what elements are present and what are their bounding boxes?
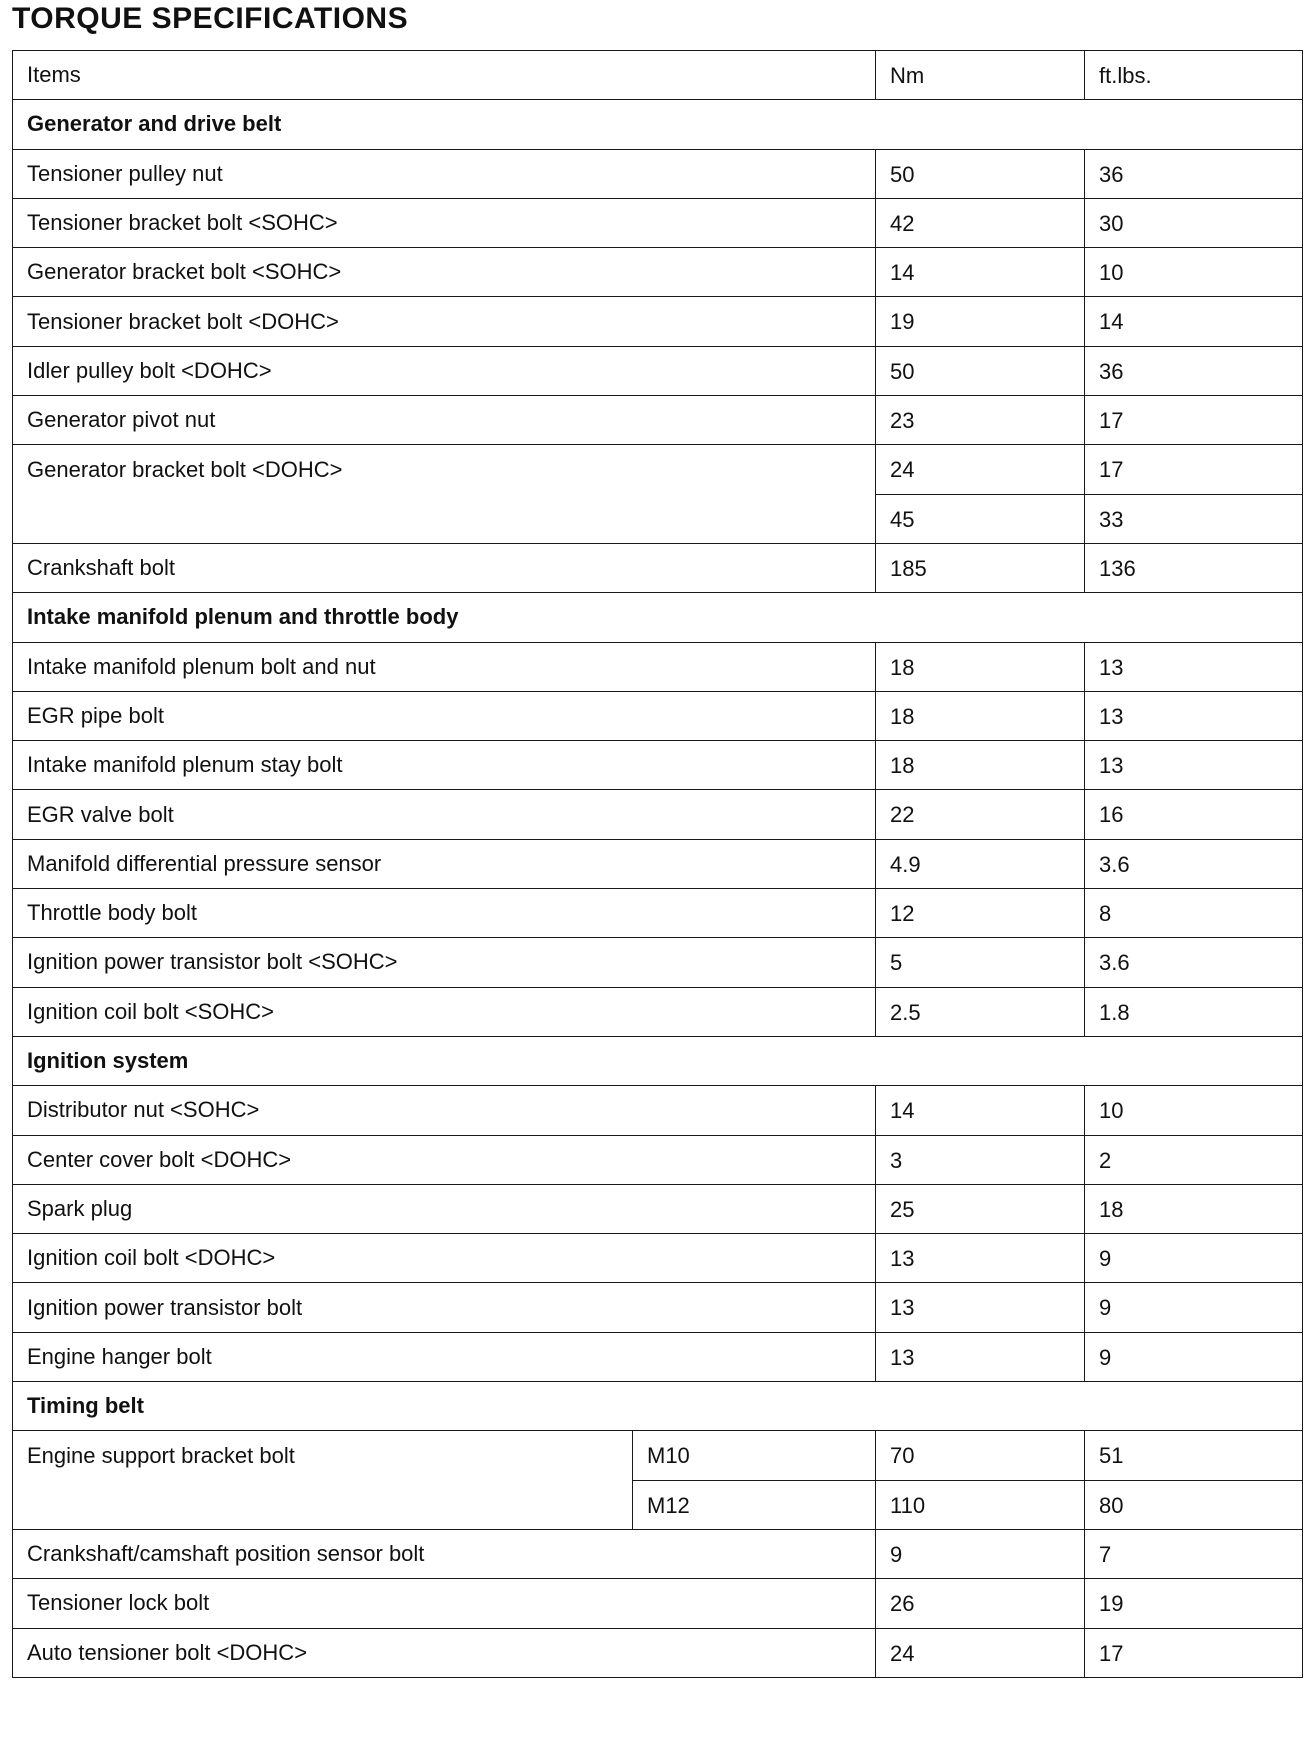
nm-cell: 110 [876,1480,1085,1529]
table-row [13,297,1303,346]
item-cell: Tensioner pulley nut [13,149,876,198]
table-row [13,248,1303,297]
item-cell: Ignition power transistor bolt <SOHC> [13,938,876,987]
table-header-row [13,51,1303,100]
section-title: Timing belt [13,1382,1303,1431]
table-row [13,987,1303,1036]
nm-cell: 25 [876,1184,1085,1233]
nm-cell: 3 [876,1135,1085,1184]
ftlbs-cell: 36 [1085,346,1303,395]
nm-cell: 26 [876,1579,1085,1628]
header-items: Items [13,51,876,100]
ftlbs-cell: 3.6 [1085,938,1303,987]
size-cell: M10 [633,1431,876,1480]
nm-cell: 14 [876,248,1085,297]
item-cell: Intake manifold plenum stay bolt [13,741,876,790]
item-cell: Throttle body bolt [13,889,876,938]
table-row [13,1431,1303,1480]
section-row [13,1036,1303,1085]
table-row [13,396,1303,445]
nm-cell: 42 [876,198,1085,247]
nm-cell: 45 [876,494,1085,543]
item-cell: Generator bracket bolt <DOHC> [13,445,876,544]
section-row [13,1382,1303,1431]
header-ftlbs: ft.lbs. [1085,51,1303,100]
table-row [13,1529,1303,1578]
nm-cell: 5 [876,938,1085,987]
item-cell: Ignition coil bolt <DOHC> [13,1234,876,1283]
nm-cell: 13 [876,1234,1085,1283]
table-row [13,691,1303,740]
ftlbs-cell: 3.6 [1085,839,1303,888]
ftlbs-cell: 10 [1085,248,1303,297]
item-cell: Idler pulley bolt <DOHC> [13,346,876,395]
section-title: Intake manifold plenum and throttle body [13,593,1303,642]
ftlbs-cell: 17 [1085,1628,1303,1677]
nm-cell: 2.5 [876,987,1085,1036]
item-cell: Crankshaft bolt [13,543,876,592]
ftlbs-cell: 33 [1085,494,1303,543]
item-cell: Engine hanger bolt [13,1332,876,1381]
nm-cell: 13 [876,1332,1085,1381]
item-cell: Ignition power transistor bolt [13,1283,876,1332]
ftlbs-cell: 17 [1085,396,1303,445]
table-row [13,1579,1303,1628]
table-row [13,1628,1303,1677]
nm-cell: 18 [876,691,1085,740]
table-row [13,839,1303,888]
table-row [13,149,1303,198]
item-cell: EGR pipe bolt [13,691,876,740]
table-row [13,445,1303,494]
ftlbs-cell: 13 [1085,642,1303,691]
torque-spec-table [12,50,1303,1678]
item-cell: Center cover bolt <DOHC> [13,1135,876,1184]
ftlbs-cell: 136 [1085,543,1303,592]
item-cell: Manifold differential pressure sensor [13,839,876,888]
ftlbs-cell: 51 [1085,1431,1303,1480]
nm-cell: 24 [876,1628,1085,1677]
table-row [13,889,1303,938]
nm-cell: 18 [876,741,1085,790]
ftlbs-cell: 8 [1085,889,1303,938]
item-cell: EGR valve bolt [13,790,876,839]
nm-cell: 70 [876,1431,1085,1480]
item-cell: Generator pivot nut [13,396,876,445]
nm-cell: 50 [876,149,1085,198]
ftlbs-cell: 14 [1085,297,1303,346]
ftlbs-cell: 30 [1085,198,1303,247]
table-row [13,741,1303,790]
section-row [13,593,1303,642]
nm-cell: 50 [876,346,1085,395]
item-cell: Distributor nut <SOHC> [13,1086,876,1135]
nm-cell: 22 [876,790,1085,839]
nm-cell: 18 [876,642,1085,691]
ftlbs-cell: 17 [1085,445,1303,494]
table-row [13,1086,1303,1135]
ftlbs-cell: 2 [1085,1135,1303,1184]
ftlbs-cell: 9 [1085,1234,1303,1283]
nm-cell: 12 [876,889,1085,938]
ftlbs-cell: 16 [1085,790,1303,839]
section-title: Ignition system [13,1036,1303,1085]
ftlbs-cell: 13 [1085,741,1303,790]
ftlbs-cell: 80 [1085,1480,1303,1529]
table-row [13,1234,1303,1283]
item-cell: Auto tensioner bolt <DOHC> [13,1628,876,1677]
section-row [13,100,1303,149]
table-row [13,1184,1303,1233]
nm-cell: 9 [876,1529,1085,1578]
header-nm: Nm [876,51,1085,100]
section-title: Generator and drive belt [13,100,1303,149]
item-cell: Spark plug [13,1184,876,1233]
table-row [13,543,1303,592]
item-cell: Intake manifold plenum bolt and nut [13,642,876,691]
ftlbs-cell: 10 [1085,1086,1303,1135]
ftlbs-cell: 36 [1085,149,1303,198]
table-row [13,642,1303,691]
table-row [13,1135,1303,1184]
nm-cell: 4.9 [876,839,1085,888]
nm-cell: 14 [876,1086,1085,1135]
nm-cell: 19 [876,297,1085,346]
ftlbs-cell: 7 [1085,1529,1303,1578]
item-cell: Crankshaft/camshaft position sensor bolt [13,1529,876,1578]
table-row [13,198,1303,247]
item-cell: Tensioner lock bolt [13,1579,876,1628]
ftlbs-cell: 9 [1085,1283,1303,1332]
nm-cell: 13 [876,1283,1085,1332]
table-row [13,790,1303,839]
nm-cell: 23 [876,396,1085,445]
ftlbs-cell: 1.8 [1085,987,1303,1036]
item-cell: Tensioner bracket bolt <DOHC> [13,297,876,346]
page-title: TORQUE SPECIFICATIONS [12,2,409,35]
table-row [13,1283,1303,1332]
item-cell: Ignition coil bolt <SOHC> [13,987,876,1036]
ftlbs-cell: 18 [1085,1184,1303,1233]
size-cell: M12 [633,1480,876,1529]
nm-cell: 185 [876,543,1085,592]
table-row [13,346,1303,395]
table-row [13,938,1303,987]
item-cell: Tensioner bracket bolt <SOHC> [13,198,876,247]
table-row [13,1332,1303,1381]
item-cell: Engine support bracket bolt [13,1431,633,1530]
ftlbs-cell: 9 [1085,1332,1303,1381]
item-cell: Generator bracket bolt <SOHC> [13,248,876,297]
ftlbs-cell: 13 [1085,691,1303,740]
ftlbs-cell: 19 [1085,1579,1303,1628]
nm-cell: 24 [876,445,1085,494]
